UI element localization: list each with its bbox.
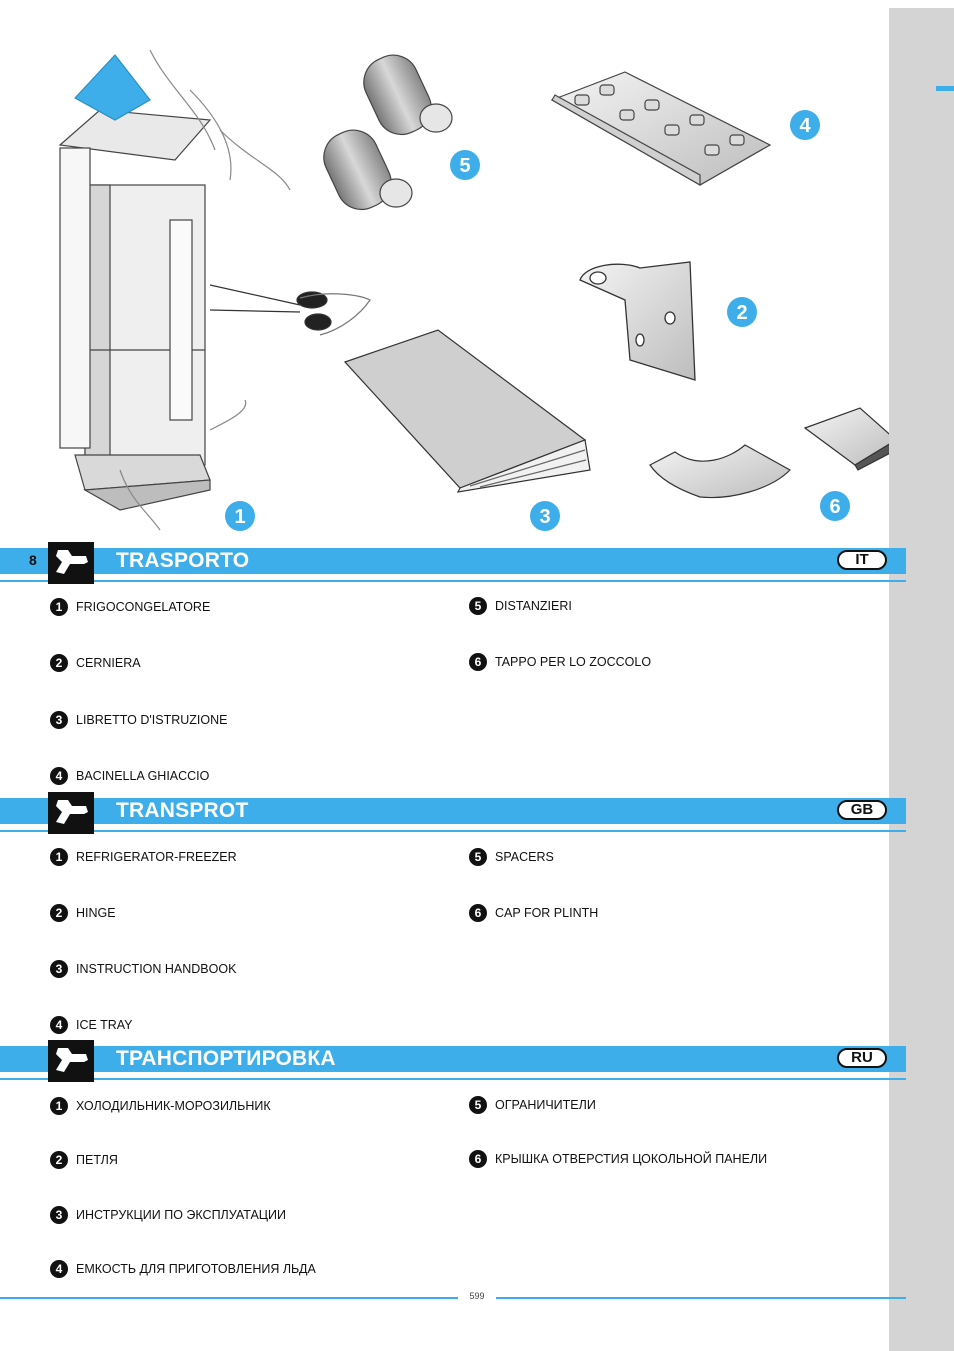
scissors-drawing [210,285,370,335]
wrench-icon [48,792,94,834]
svg-text:2: 2 [736,302,748,324]
fridge-drawing [60,50,290,530]
plinth-cap-drawing [650,408,889,498]
item-label: ХОЛОДИЛЬНИК-МОРОЗИЛЬНИК [76,1099,271,1113]
item-label: КРЫШКА ОТВЕРСТИЯ ЦОКОЛЬНОЙ ПАНЕЛИ [495,1152,768,1166]
ice-tray-drawing [552,72,770,185]
spacers-drawing [316,47,452,218]
item-label: CAP FOR PLINTH [495,906,599,920]
item-number: 3 [50,711,68,729]
transport-illustration [0,0,889,540]
item-number: 6 [469,904,487,922]
item-label: ICE TRAY [76,1018,133,1032]
item-number: 2 [50,1151,68,1169]
callout-1 [225,501,255,531]
list-item [50,1259,316,1279]
section-title: TRASPORTO [116,549,250,572]
callout-3 [530,501,560,531]
footer-rule-left [0,1297,458,1299]
section-title: TRANSPROT [116,799,249,822]
item-number: 4 [50,767,68,785]
item-label: ИНСТРУКЦИИ ПО ЭКСПЛУАТАЦИИ [76,1208,286,1222]
item-label: ПЕТЛЯ [76,1153,118,1167]
list-item [50,653,141,673]
callout-4 [790,110,820,140]
list-item [50,847,237,867]
section-title: ТРАНСПОРТИРОВКА [116,1047,336,1070]
item-label: SPACERS [495,850,554,864]
item-number: 5 [469,848,487,866]
list-item [469,652,651,672]
item-number: 3 [50,960,68,978]
callout-5 [450,150,480,180]
side-strip [889,8,954,1351]
list-item [469,1149,767,1169]
svg-text:5: 5 [459,155,471,177]
list-item [50,1205,286,1225]
item-number: 5 [469,1096,487,1114]
list-item [469,596,572,616]
list-item [50,1015,133,1035]
list-item [469,903,598,923]
list-item [50,1150,118,1170]
list-item [50,766,209,786]
wrench-icon [48,1040,94,1082]
side-tab-mark [936,86,954,91]
item-number: 2 [50,904,68,922]
page-number: 8 [29,552,37,568]
section-header-gb [0,796,906,826]
item-number: 3 [50,1206,68,1224]
item-number: 6 [469,653,487,671]
list-item [50,710,227,730]
language-badge: GB [837,800,887,820]
list-item [469,1095,596,1115]
item-number: 1 [50,598,68,616]
footer-page-number: 599 [469,1291,485,1301]
svg-text:4: 4 [799,115,811,137]
section-header-it [0,546,906,576]
item-number: 1 [50,1097,68,1115]
item-label: INSTRUCTION HANDBOOK [76,962,237,976]
item-label: REFRIGERATOR-FREEZER [76,850,237,864]
item-number: 6 [469,1150,487,1168]
list-item [50,903,116,923]
footer-rule-right [496,1297,906,1299]
item-label: FRIGOCONGELATORE [76,600,211,614]
item-label: ЕМКОСТЬ ДЛЯ ПРИГОТОВЛЕНИЯ ЛЬДА [76,1262,316,1276]
section-rule [0,830,906,832]
item-label: TAPPO PER LO ZOCCOLO [495,655,652,669]
callout-6 [820,491,850,521]
item-label: ОГРАНИЧИТЕЛИ [495,1098,596,1112]
svg-text:1: 1 [234,506,246,528]
item-number: 5 [469,597,487,615]
item-label: LIBRETTO D'ISTRUZIONE [76,713,228,727]
section-rule [0,1078,906,1080]
language-badge: RU [837,1048,887,1068]
booklet-drawing [345,330,590,492]
item-label: CERNIERA [76,656,141,670]
item-number: 4 [50,1016,68,1034]
wrench-icon [48,542,94,584]
list-item [50,597,210,617]
item-number: 2 [50,654,68,672]
hinge-drawing [580,262,695,380]
item-label: BACINELLA GHIACCIO [76,769,210,783]
svg-text:3: 3 [539,506,551,528]
section-header-ru [0,1044,906,1074]
item-number: 4 [50,1260,68,1278]
item-number: 1 [50,848,68,866]
list-item [50,959,236,979]
item-label: DISTANZIERI [495,599,572,613]
item-label: HINGE [76,906,116,920]
list-item [50,1096,271,1116]
language-badge: IT [837,550,887,570]
callout-2 [727,297,757,327]
section-rule [0,580,906,582]
list-item [469,847,554,867]
svg-text:6: 6 [829,496,841,518]
